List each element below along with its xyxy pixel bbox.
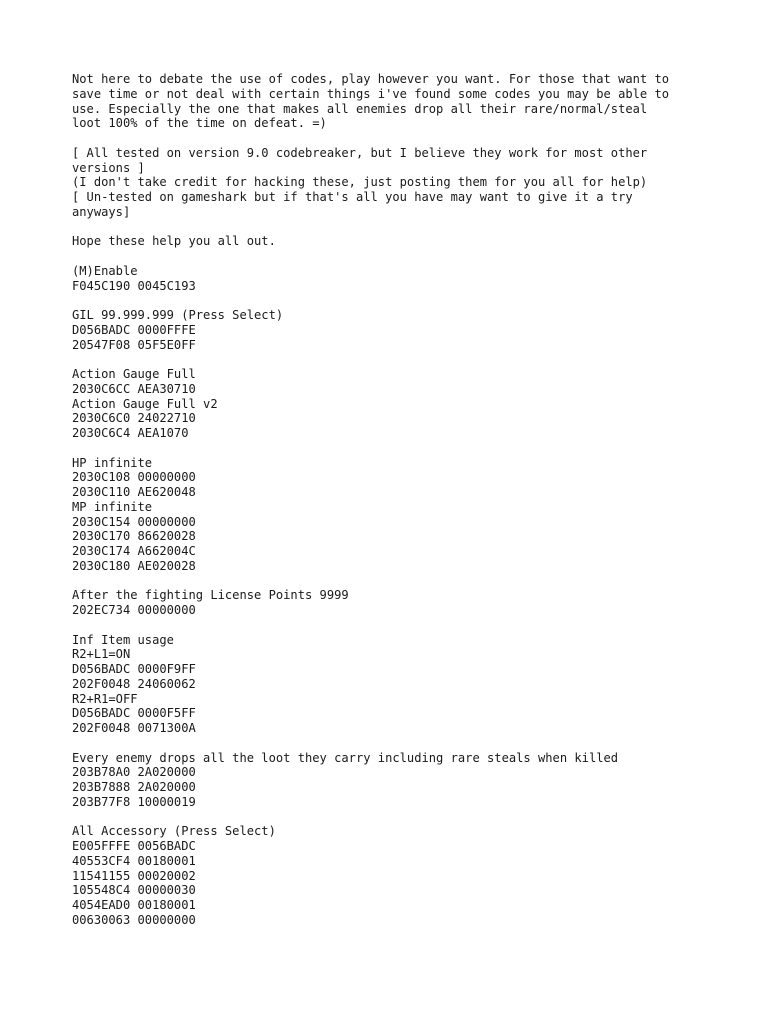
text-line: R2+L1=ON	[72, 647, 131, 662]
text-line: use. Especially the one that makes all enemies drop all their rare/normal/steal	[72, 101, 648, 116]
text-line: Action Gauge Full	[72, 367, 196, 381]
blank-line	[72, 352, 712, 367]
text-line: 2030C110 AE620048	[72, 485, 196, 499]
text-line: 105548C4 00000030	[72, 883, 196, 898]
text-line: 2030C154 00000000	[72, 514, 196, 529]
text-line: [ All tested on version 9.0 codebreaker, but I believe they work for most other	[72, 145, 648, 160]
text-line: E005FFFE 0056BADC	[72, 839, 196, 853]
text-line: HP infinite	[72, 455, 153, 470]
text-line: 203B7888 2A020000	[72, 780, 196, 794]
text-line: 40553CF4 00180001	[72, 853, 196, 868]
blank-line	[72, 249, 712, 264]
text-line: D056BADC 0000F5FF	[72, 706, 196, 721]
text-line: Action Gauge Full v2	[72, 396, 218, 411]
text-line: 203B78A0 2A020000	[72, 765, 196, 780]
text-line: (M)Enable	[72, 263, 138, 278]
text-line: R2+R1=OFF	[72, 691, 138, 706]
text-line: anyways]	[72, 204, 131, 219]
text-line: Not here to debate the use of codes, play however you want. For those that want to	[72, 72, 670, 86]
text-line: 202EC734 00000000	[72, 603, 196, 617]
blank-line	[72, 574, 712, 589]
text-line: Every enemy drops all the loot they carry including rare steals when killed	[72, 750, 619, 765]
text-line: 2030C174 A662004C	[72, 544, 196, 558]
blank-line	[72, 293, 712, 308]
text-line: loot 100% of the time on defeat. =)	[72, 116, 327, 131]
text-line: GIL 99.999.999 (Press Select)	[72, 308, 284, 322]
blank-line	[72, 441, 712, 456]
blank-line	[72, 810, 712, 825]
blank-line	[72, 131, 712, 146]
text-line: [ Un-tested on gameshark but if that's all you have may want to give it a try	[72, 190, 633, 204]
text-line: D056BADC 0000FFFE	[72, 322, 196, 337]
text-line: 00630063 00000000	[72, 912, 196, 927]
blank-line	[72, 618, 712, 633]
text-line: versions ]	[72, 160, 145, 175]
text-line: 4054EAD0 00180001	[72, 898, 196, 912]
text-line: Inf Item usage	[72, 632, 174, 647]
document-page	[72, 72, 712, 928]
text-line: D056BADC 0000F9FF	[72, 662, 196, 676]
text-line: save time or not deal with certain things i've found some codes you may be able to	[72, 86, 670, 101]
text-line: F045C190 0045C193	[72, 278, 196, 293]
text-line: 2030C6C0 24022710	[72, 411, 196, 426]
text-line: 2030C108 00000000	[72, 470, 196, 485]
text-line: 2030C170 86620028	[72, 529, 196, 544]
text-line: 11541155 00020002	[72, 868, 196, 883]
text-line: Hope these help you all out.	[72, 234, 276, 249]
text-line: (I don't take credit for hacking these, just posting them for you all for help)	[72, 175, 648, 190]
text-line: All Accessory (Press Select)	[72, 824, 276, 839]
text-line: 2030C6CC AEA30710	[72, 381, 196, 396]
text-line: After the fighting License Points 9999	[72, 588, 349, 603]
text-line: 2030C6C4 AEA1070	[72, 426, 189, 440]
text-line: 202F0048 24060062	[72, 676, 196, 691]
text-line: MP infinite	[72, 499, 153, 514]
text-line: 20547F08 05F5E0FF	[72, 337, 196, 352]
blank-line	[72, 220, 712, 235]
blank-line	[72, 736, 712, 751]
text-line: 203B77F8 10000019	[72, 794, 196, 809]
text-line: 2030C180 AE020028	[72, 558, 196, 573]
text-line: 202F0048 0071300A	[72, 721, 196, 735]
